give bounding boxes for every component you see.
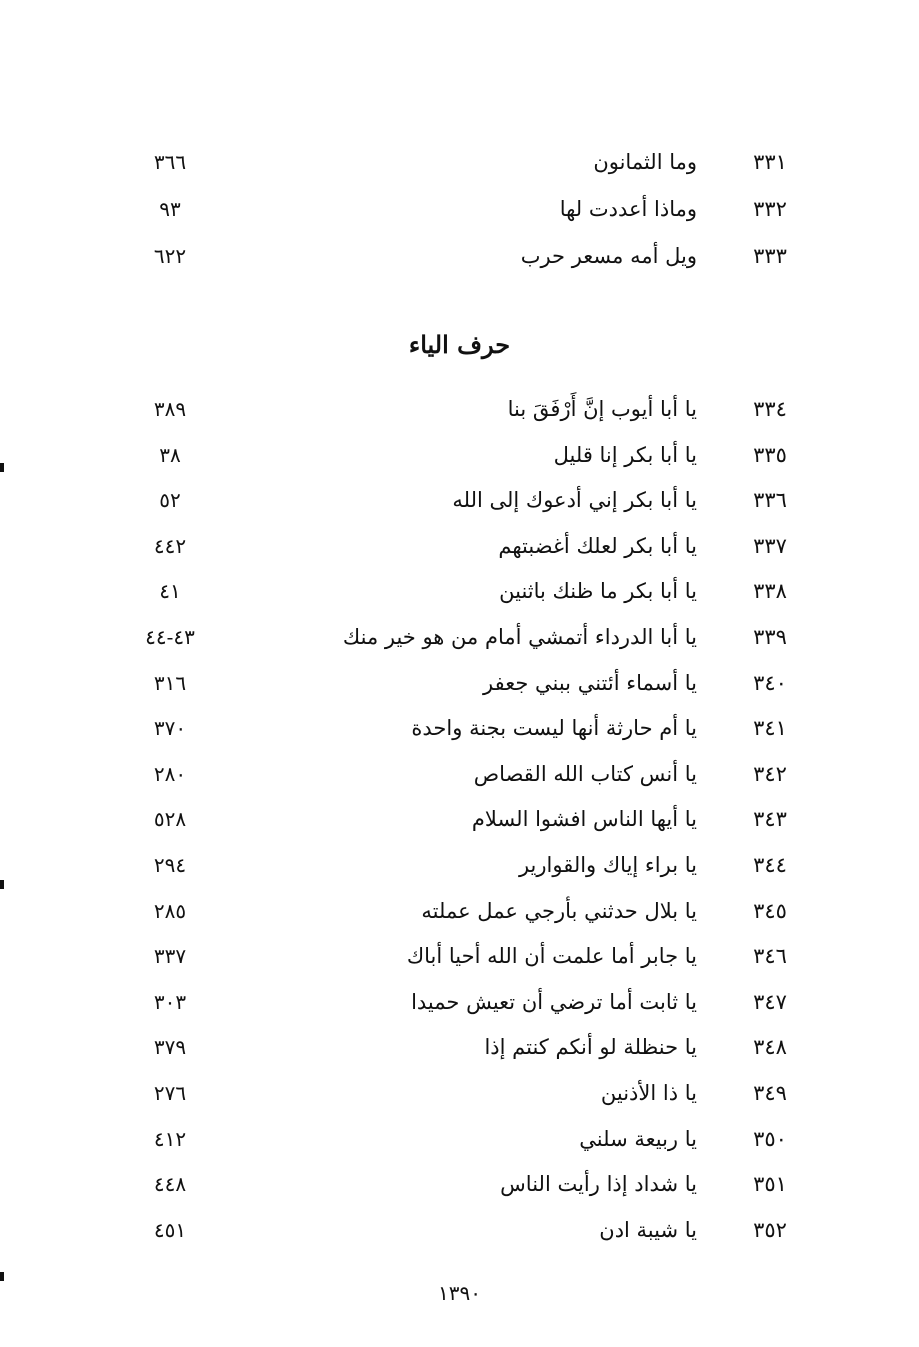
index-entry-row — [0, 575, 919, 607]
entry-page-reference: ٥٢ — [159, 488, 181, 513]
entry-page-reference: ٣١٦ — [153, 670, 187, 695]
index-entry-row — [0, 667, 919, 699]
entry-page-reference: ٣٨ — [159, 442, 181, 467]
index-entry-row — [0, 712, 919, 744]
entry-page-reference: ٦٢٢ — [153, 244, 187, 268]
section-heading: حرف الياء — [408, 330, 511, 359]
entry-page-reference: ٢٩٤ — [153, 853, 187, 877]
index-entry-row — [0, 1214, 919, 1246]
entry-number: ٣٣٦ — [753, 488, 787, 513]
index-entry-row — [0, 439, 919, 471]
index-entry-row — [0, 895, 919, 927]
index-entry-row — [0, 621, 919, 653]
entry-page-reference: ٣٧٠ — [153, 716, 187, 741]
entry-text: يا شيبة ادن — [599, 1217, 697, 1242]
entry-number: ٣٣٢ — [753, 197, 787, 221]
index-entry-row — [0, 484, 919, 516]
entry-text: يا أبا بكر لعلك أغضبتهم — [498, 533, 697, 558]
entry-text: وما الثمانون — [593, 150, 697, 174]
entry-text: وماذا أعددت لها — [559, 197, 697, 221]
entry-number: ٣٣٣ — [753, 244, 787, 268]
entry-page-reference: ٩٣ — [159, 197, 181, 221]
entry-page-reference: ٥٢٨ — [153, 807, 187, 832]
entry-number: ٣٤٩ — [753, 1081, 787, 1105]
scan-edge-mark — [0, 1272, 4, 1281]
entry-number: ٣٤٢ — [753, 761, 787, 786]
entry-text: يا ذا الأذنين — [600, 1081, 697, 1105]
entry-number: ٣٤٨ — [753, 1035, 787, 1060]
entry-text: يا أسماء أئتني ببني جعفر — [483, 670, 697, 695]
entry-text: يا أيها الناس افشوا السلام — [471, 807, 697, 832]
index-entry-row — [0, 986, 919, 1018]
entry-number: ٣٣٨ — [753, 579, 787, 604]
entry-page-reference: ٤٣-٤٤ — [145, 625, 195, 649]
index-entry-row — [0, 940, 919, 972]
entry-page-reference: ٣٨٩ — [153, 397, 187, 421]
entry-number: ٣٤٥ — [753, 898, 787, 923]
index-entry-row — [0, 240, 919, 272]
entry-text: يا بلال حدثني بأرجي عمل عملته — [421, 898, 697, 923]
entry-text: يا حنظلة لو أنكم كنتم إذا — [484, 1035, 697, 1060]
entry-number: ٣٤٠ — [753, 670, 787, 695]
entry-text: يا جابر أما علمت أن الله أحيا أباك — [406, 944, 697, 969]
entry-page-reference: ٤١ — [159, 579, 181, 604]
entry-number: ٣٤٤ — [753, 853, 787, 877]
index-entry-row — [0, 849, 919, 881]
entry-number: ٣٣٥ — [753, 442, 787, 467]
entry-text: ويل أمه مسعر حرب — [520, 244, 697, 268]
entry-number: ٣٤٦ — [753, 944, 787, 969]
entry-number: ٣٥٠ — [753, 1126, 787, 1151]
index-entry-row — [0, 1077, 919, 1109]
entry-text: يا أبا بكر إنا قليل — [553, 442, 697, 467]
entry-text: يا أبا الدرداء أتمشي أمام من هو خير منك — [342, 625, 697, 649]
entry-text: يا ثابت أما ترضي أن تعيش حميدا — [411, 989, 697, 1014]
scan-edge-mark — [0, 880, 4, 889]
entry-text: يا أم حارثة أنها ليست بجنة واحدة — [411, 716, 697, 741]
entry-text: يا أبا بكر ما ظنك باثنين — [499, 579, 697, 604]
index-entry-row — [0, 146, 919, 178]
index-entry-row — [0, 758, 919, 790]
entry-page-reference: ٤٥١ — [153, 1217, 187, 1242]
entry-number: ٣٣٧ — [753, 533, 787, 558]
index-entry-row — [0, 1031, 919, 1063]
entry-number: ٣٣١ — [753, 150, 787, 174]
entry-number: ٣٤١ — [753, 716, 787, 741]
entry-number: ٣٥١ — [753, 1172, 787, 1197]
entry-page-reference: ٢٧٦ — [153, 1081, 187, 1105]
entry-page-reference: ٤١٢ — [153, 1126, 187, 1151]
entry-number: ٣٣٤ — [753, 397, 787, 421]
entry-page-reference: ٣٣٧ — [153, 944, 187, 969]
entry-page-reference: ٤٤٨ — [153, 1172, 187, 1197]
index-entry-row — [0, 393, 919, 425]
index-entry-row — [0, 193, 919, 225]
index-entry-row — [0, 1123, 919, 1155]
entry-page-reference: ٣٦٦ — [153, 150, 187, 174]
entry-page-reference: ٤٤٢ — [153, 533, 187, 558]
index-entry-row — [0, 803, 919, 835]
entry-number: ٣٤٣ — [753, 807, 787, 832]
scan-edge-mark — [0, 463, 4, 472]
entry-page-reference: ٣٠٣ — [153, 989, 187, 1014]
entry-text: يا أبا أيوب إنَّ أَرْفَقَ بنا — [507, 397, 697, 421]
entry-page-reference: ٢٨٠ — [153, 761, 187, 786]
entry-number: ٣٤٧ — [753, 989, 787, 1014]
entry-number: ٣٣٩ — [753, 625, 787, 649]
index-entry-row — [0, 1168, 919, 1200]
entry-text: يا ربيعة سلني — [579, 1126, 697, 1151]
entry-text: يا براء إياك والقوارير — [518, 853, 697, 877]
entry-page-reference: ٣٧٩ — [153, 1035, 187, 1060]
page-number: ١٣٩٠ — [438, 1281, 481, 1305]
entry-text: يا أنس كتاب الله القصاص — [473, 761, 697, 786]
entry-text: يا أبا بكر إني أدعوك إلى الله — [452, 488, 697, 513]
index-entry-row — [0, 530, 919, 562]
entry-text: يا شداد إذا رأيت الناس — [500, 1172, 697, 1197]
entry-page-reference: ٢٨٥ — [153, 898, 187, 923]
entry-number: ٣٥٢ — [753, 1217, 787, 1242]
